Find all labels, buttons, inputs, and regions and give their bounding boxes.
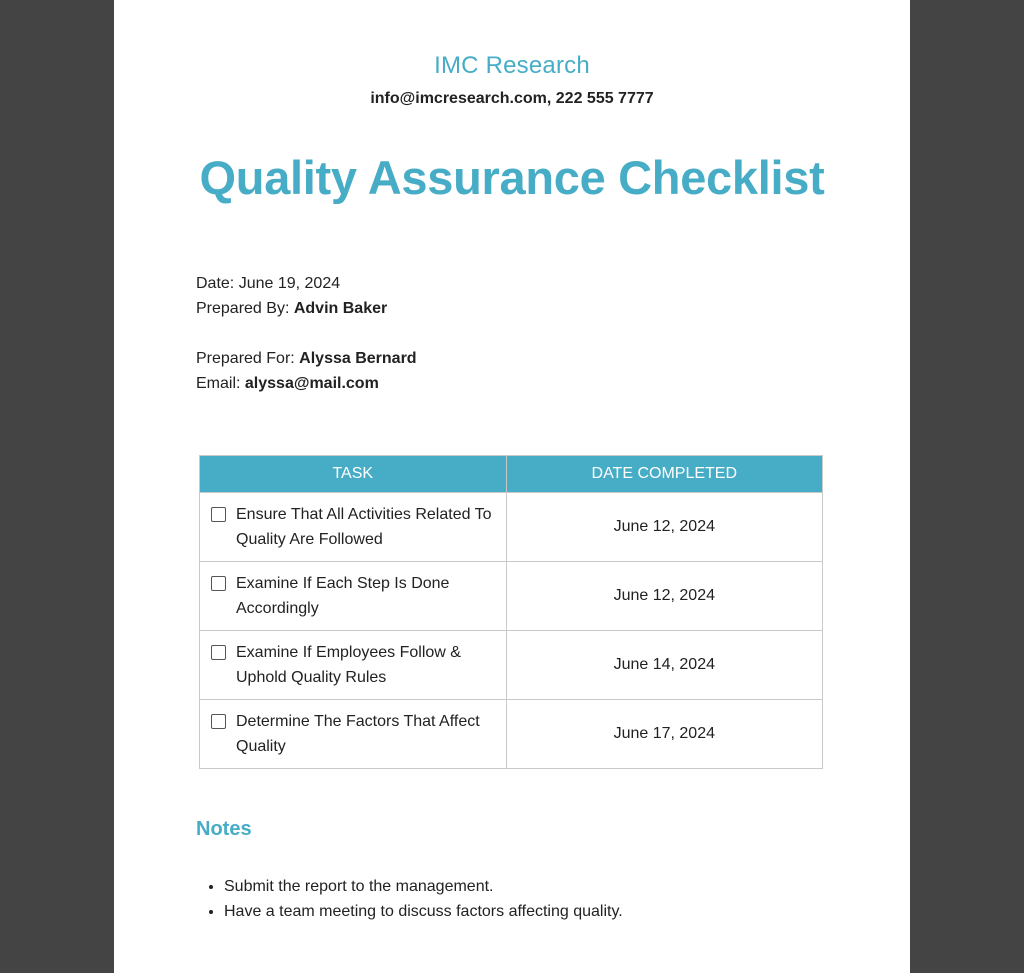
meta-prepared-by — [196, 299, 387, 319]
task-cell — [200, 700, 507, 769]
task-cell — [200, 493, 507, 562]
email-label: Email: — [196, 375, 241, 392]
table-row — [200, 562, 823, 631]
column-header-task: TASK — [200, 456, 507, 493]
email-value: alyssa@mail.com — [244, 375, 379, 392]
prepared-for-value: Alyssa Bernard — [299, 350, 417, 367]
prepared-for-label: Prepared For: — [196, 350, 295, 367]
task-cell — [200, 631, 507, 700]
company-name: IMC Research — [434, 52, 590, 79]
task-checkbox[interactable] — [211, 645, 226, 660]
company-contact: info@imcresearch.com, 222 555 7777 — [370, 90, 654, 107]
prepared-by-value: Advin Baker — [293, 300, 388, 317]
notes-heading: Notes — [196, 818, 252, 840]
date-label: Date: — [196, 275, 235, 292]
date-completed-cell: June 12, 2024 — [506, 493, 822, 562]
page-title: Quality Assurance Checklist — [199, 151, 825, 204]
table-row — [200, 631, 823, 700]
task-checkbox[interactable] — [211, 714, 226, 729]
table-row — [200, 493, 823, 562]
column-header-date: DATE COMPLETED — [506, 456, 822, 493]
task-text: Examine If Each Step Is Done Accordingly — [236, 575, 450, 617]
checklist-table — [199, 455, 823, 769]
checklist-table-wrapper — [199, 455, 823, 769]
task-text: Determine The Factors That Affect Quality — [236, 713, 480, 755]
list-item: • Have a team meeting to discuss factors affecting quality. — [224, 899, 623, 924]
meta-date — [196, 274, 340, 294]
task-checkbox[interactable] — [211, 507, 226, 522]
task-text: Ensure That All Activities Related To Quality Are Followed — [236, 506, 492, 548]
table-header-row — [200, 456, 823, 493]
prepared-by-label: Prepared By: — [196, 300, 290, 317]
date-completed-cell: June 17, 2024 — [506, 700, 822, 769]
date-completed-cell: June 14, 2024 — [506, 631, 822, 700]
list-item: • Submit the report to the management. — [224, 874, 623, 899]
notes-list — [196, 874, 623, 924]
table-row — [200, 700, 823, 769]
task-cell — [200, 562, 507, 631]
document-page — [114, 0, 910, 973]
task-checkbox[interactable] — [211, 576, 226, 591]
date-completed-cell: June 12, 2024 — [506, 562, 822, 631]
task-text: Examine If Employees Follow & Uphold Quality Rules — [236, 644, 461, 686]
meta-prepared-for — [196, 349, 417, 369]
date-value: June 19, 2024 — [238, 275, 341, 292]
meta-email — [196, 374, 379, 394]
